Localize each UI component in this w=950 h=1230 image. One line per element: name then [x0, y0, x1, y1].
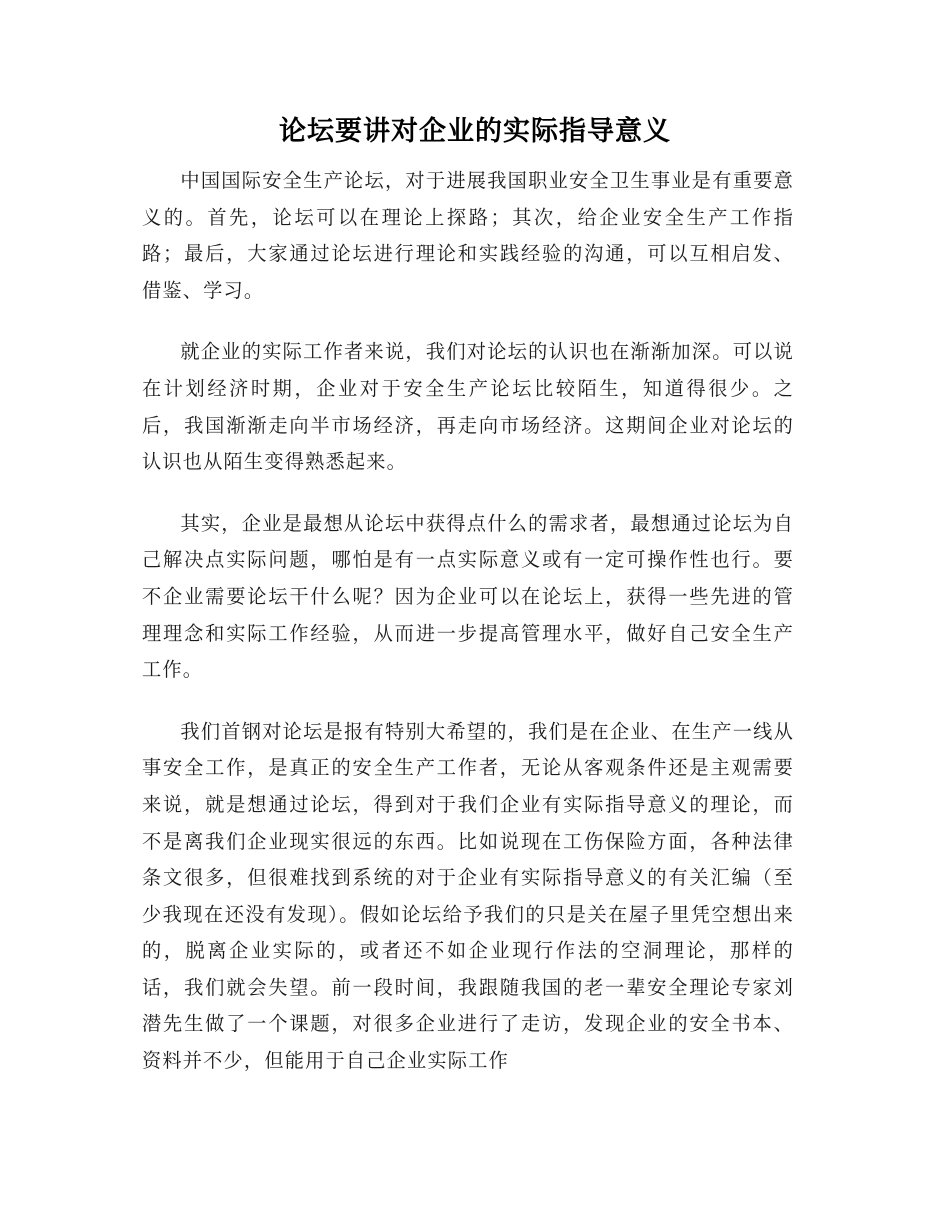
paragraph-3: 其实，企业是最想从论坛中获得点什么的需求者，最想通过论坛为自己解决点实际问题，哪怕是有一点实际意义或有一定可操作性也行。要不企业需要论坛干什么呢？因为企业可以在论坛上，获得一些先进的管理理念和实际工作经验，从而进一步提高管理水平，做好自己安全生产工作。	[142, 511, 794, 682]
paragraph-2: 就企业的实际工作者来说，我们对论坛的认识也在渐渐加深。可以说在计划经济时期，企业对于安全生产论坛比较陌生，知道得很少。之后，我国渐渐走向半市场经济，再走向市场经济。这期间企业对论坛的认识也从陌生变得熟悉起来。	[142, 340, 794, 474]
document-title: 论坛要讲对企业的实际指导意义	[279, 116, 671, 147]
document-body	[142, 163, 794, 1105]
paragraph-1: 中国国际安全生产论坛，对于进展我国职业安全卫生事业是有重要意义的。首先，论坛可以在理论上探路；其次，给企业安全生产工作指路；最后，大家通过论坛进行理论和实践经验的沟通，可以互相启发、借鉴、学习。	[142, 169, 794, 302]
paragraph-4: 我们首钢对论坛是报有特别大希望的，我们是在企业、在生产一线从事安全工作，是真正的安全生产工作者，无论从客观条件还是主观需要来说，就是想通过论坛，得到对于我们企业有实际指导意义的理论，而不是离我们企业现实很远的东西。比如说现在工伤保险方面，各种法律条文很多，但很难找到系统的对于企业有实际指导意义的有关汇编（至少我现在还没有发现）。假如论坛给予我们的只是关在屋子里凭空想出来的，脱离企业实际的，或者还不如企业现行作法的空洞理论，那样的话，我们就会失望。前一段时间，我跟随我国的老一辈安全理论专家刘潜先生做了一个课题，对很多企业进行了走访，发现企业的安全书本、资料并不少，但能用于自己企业实际工作	[142, 719, 794, 1073]
